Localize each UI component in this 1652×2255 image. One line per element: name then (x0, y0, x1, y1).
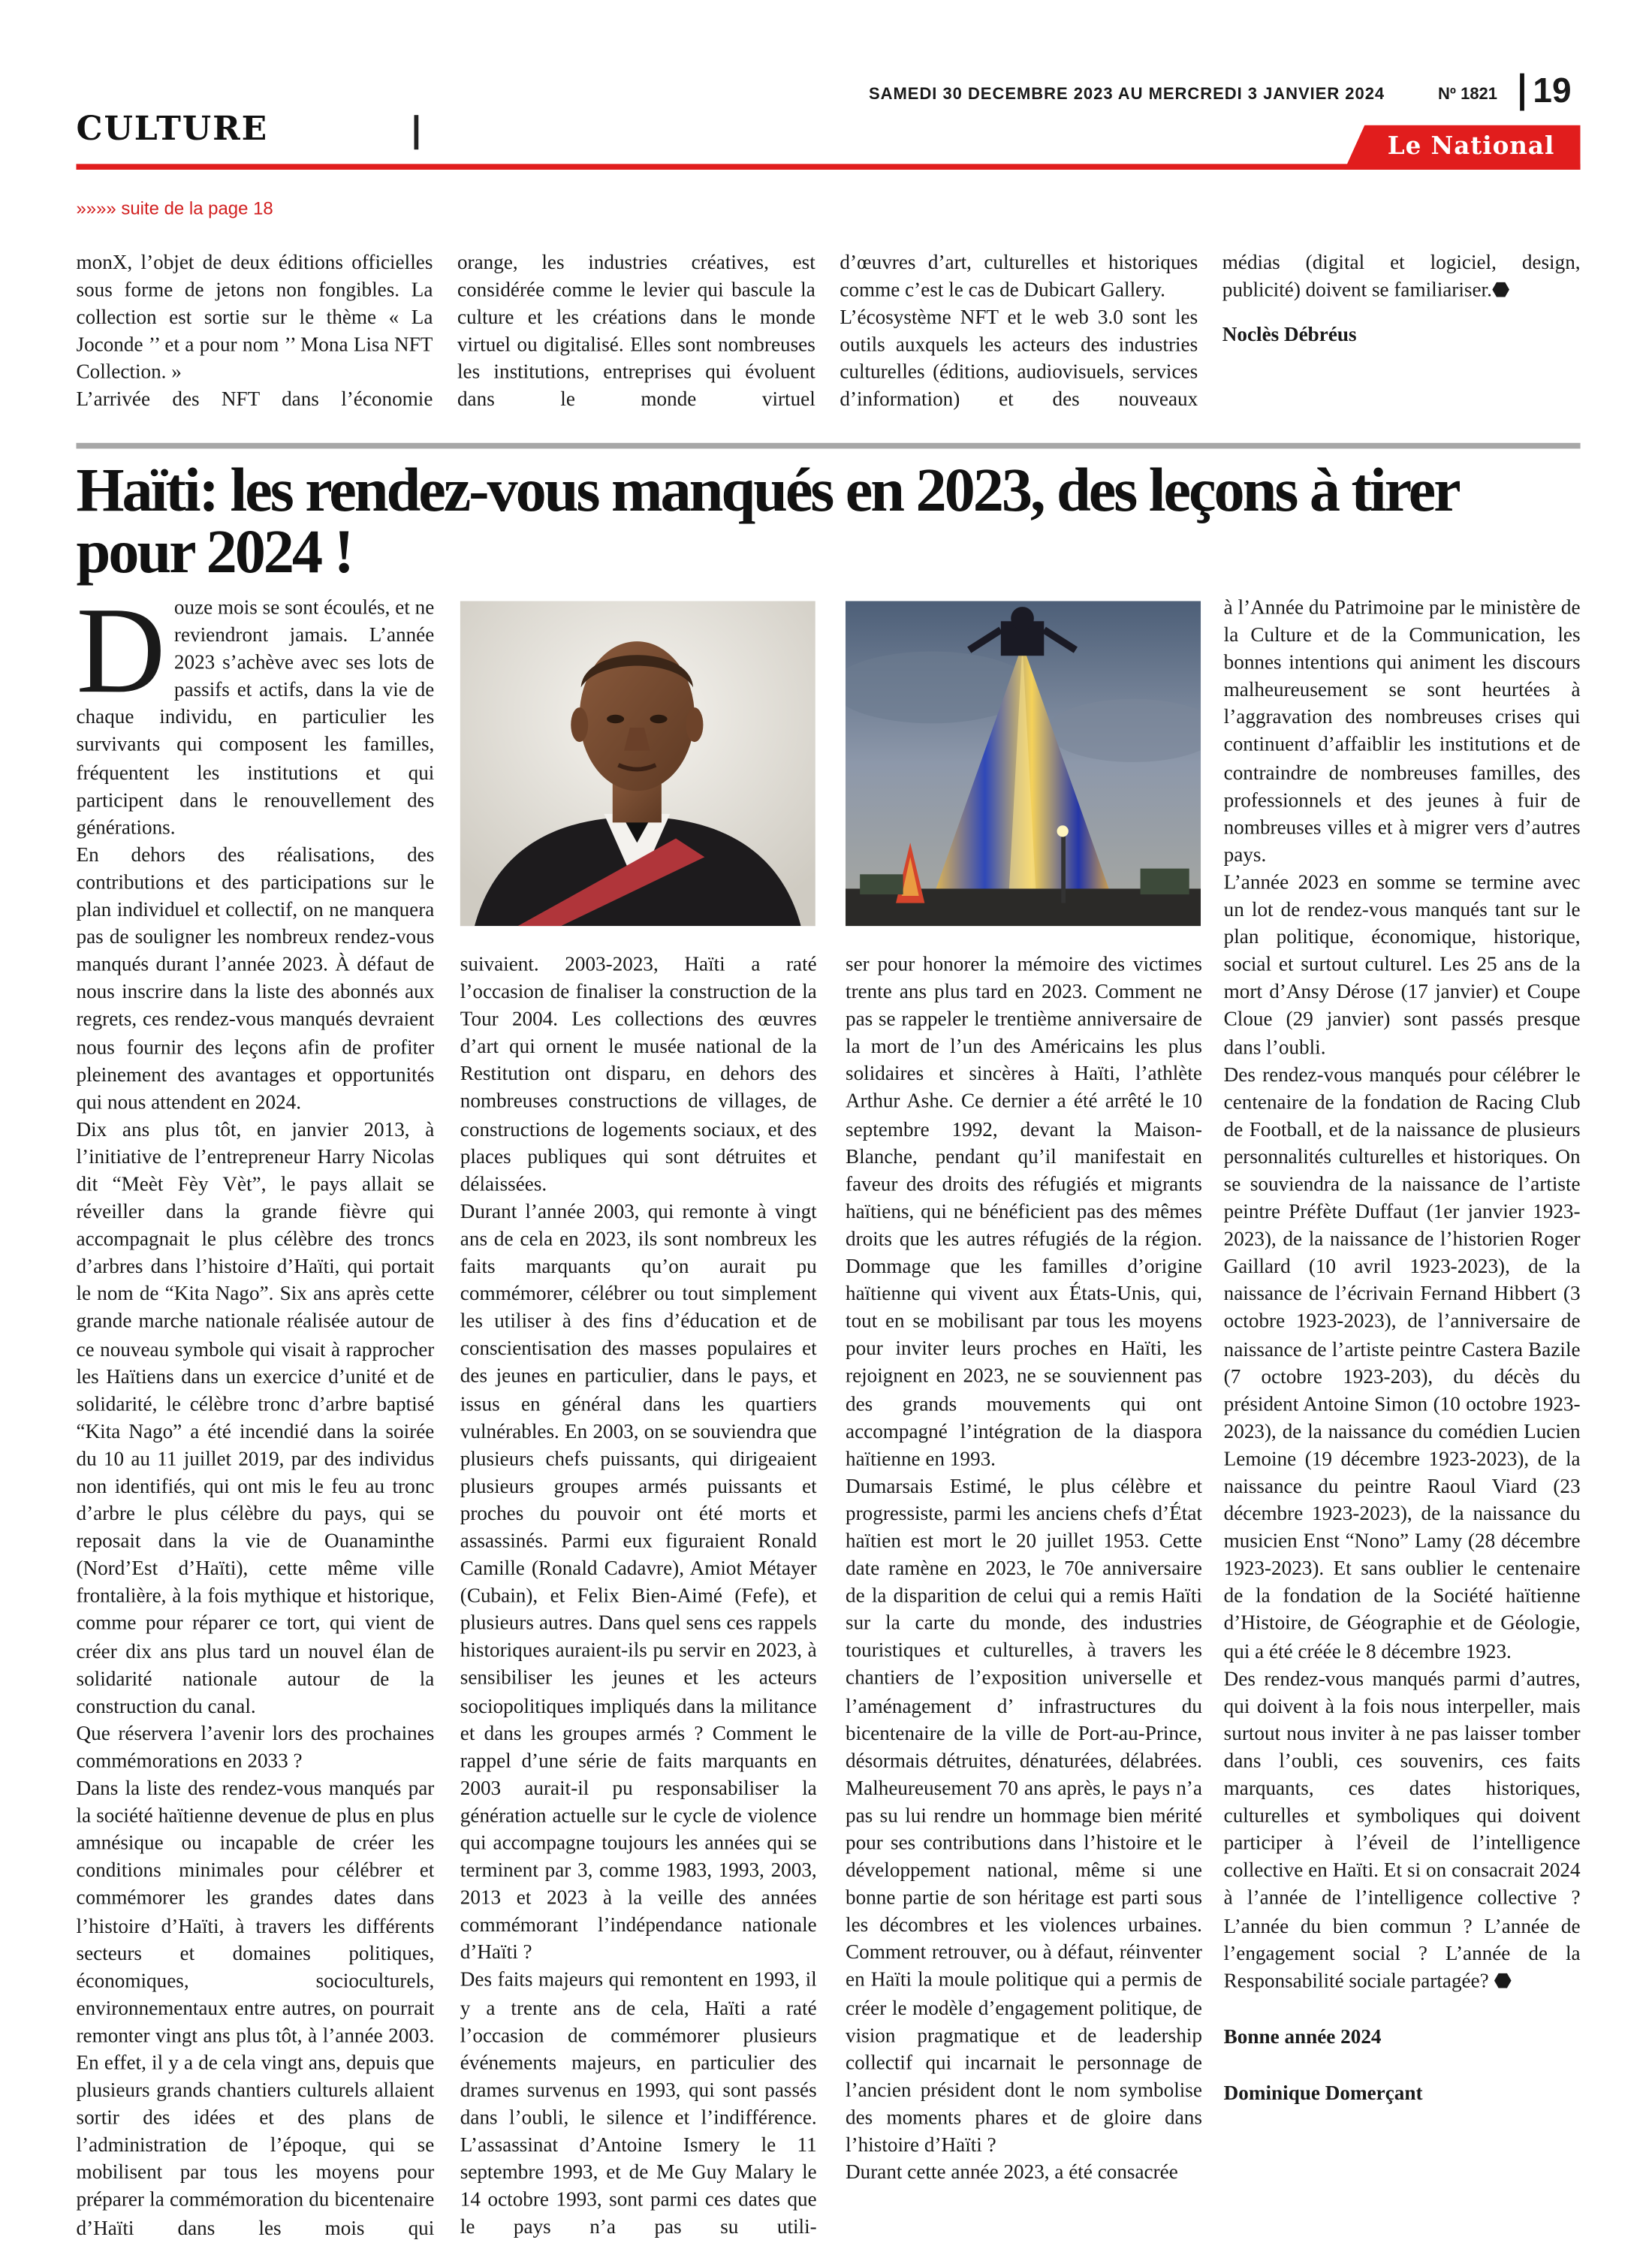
article-divider (76, 443, 1580, 449)
paragraph: suivaient. 2003-2023, Haïti a raté l’occasion de finaliser la construction de la Tour 2004. Les collections des œuvres d’art qui ornent le musée national de la Restitution ont disparu, en dehors des nombreuses constructions de villages, de constructions de logements sociaux, et des places publiques qui sont détruites et délaissées. (460, 953, 817, 1196)
paragraph: monX, l’objet de deux éditions officielles sous forme de jetons non fongibles. La collection est sortie sur le thème « La Joconde ’’ et a pour nom ’’ Mona Lisa NFT Collection. » (76, 252, 433, 385)
paragraph: En dehors des réalisations, des contributions et des participations sur le plan individuel et collectif, on ne manquera pas de souligner les nombreux rendez-vous manqués durant l’année 2023. À défaut de nous inscrire dans la liste des abonnés aux regrets, ces rendez-vous manqués devraient nous fournir des leçons afin de profiter pleinement des avantages et opportunités qui nous attendent en 2024. (76, 843, 435, 1114)
section-label: CULTURE (76, 109, 269, 149)
header-rule (76, 164, 1580, 170)
headline: Haïti: les rendez-vous manqués en 2023, des leçons à tirer pour 2024 ! (76, 457, 1458, 587)
brand-name: Le National (1387, 132, 1555, 161)
top-article-column (1222, 250, 1581, 350)
paragraph: Des rendez-vous manqués pour célébrer le centenaire de la fondation de Racing Club de Football, et de la naissance de plusieurs personnalités culturelles et historiques. On se souviendra de la naissance de l’artiste peintre Préfète Duffaut (1er janvier 1923-2023), de la naissance de l’historien Roger Gaillard (10 avril 1923-2023), de la naissance de l’écrivain Fernand Hibbert (3 octobre 1923-2023), de l’anniversaire de naissance de l’artiste peintre Castera Bazile (7 octobre 1923-203), du décès du président Antoine Simon (10 octobre 1923-2023), de la naissance du comédien Lucien Lemoine (19 décembre 1923-2023), de la naissance du peintre Raoul Viard (23 décembre 1923-2023), de la naissance du musicien Enst “Nono” Lamy (28 décembre 1923-2023). Et sans oublier le centenaire de la fondation de la Société haïtienne d’Histoire, de Géographie et de Géologie, qui a été créée le 8 décembre 1923. (1223, 1063, 1581, 1663)
paragraph: d’œuvres d’art, culturelles et historiques comme c’est le cas de Dubicart Gallery. (840, 252, 1198, 303)
author-byline: Dominique Domerçant (1223, 2082, 1423, 2106)
paragraph: L’année 2023 en somme se termine avec un lot de rendez-vous manqués tant sur le plan politique, économique, historique, social et surtout culturel. Les 25 ans de la mort d’Ansy Dérose (17 janvier) et Coupe Cloue (29 janvier) sont passés presque dans l’oubli. (1223, 871, 1581, 1060)
closing-line: Bonne année 2024 (1223, 2025, 1382, 2049)
paragraph: Dans la liste des rendez-vous manqués par la société haïtienne devenue de plus en plus amnésique ou incapable de créer les conditions minimales pour célébrer et commémorer les grandes dates dans l’histoire d’Haïti, à travers les différents secteurs et domaines politiques, économiques, socioculturels, environnementaux entre autres, on pourrait remonter vingt ans plus tôt, à l’année 2003. En effet, il y a de cela vingt ans, depuis que plusieurs grands chantiers culturels allaient sortir des idées et des plans de l’administration de l’époque, qui se mobilisent par tous les moyens pour préparer la commémoration du bicentenaire d’Haïti dans les mois qui (76, 1777, 435, 2240)
drop-cap: D (76, 580, 166, 719)
article-column (846, 952, 1202, 2187)
monument-illustration (846, 601, 1201, 926)
article-column (460, 952, 817, 2243)
paragraph: Durant cette année 2023, a été consacrée (846, 2161, 1178, 2185)
paragraph: orange, les industries créatives, est considérée comme le levier qui bascule la culture et les créations dans le monde virtuel ou digitalisé. Elles sont nombreuses les institutions, entreprises qui évoluent dans le monde virtuel (457, 252, 815, 412)
issue-number: Nº 1821 (1438, 86, 1498, 104)
issue-date: SAMEDI 30 DECEMBRE 2023 AU MERCREDI 3 JANVIER 2024 (868, 86, 1385, 104)
paragraph-text: ouze mois se sont écoulés, et ne reviendront jamais. L’année 2023 s’achève avec ses lots de passifs et actifs, dans la vie de chaque individu, en particulier les survivants qui composent les familles, fréquentent les institutions et qui participent dans le renouvellement des générations. (76, 596, 435, 840)
paragraph: Dix ans plus tôt, en janvier 2013, à l’initiative de l’entrepreneur Harry Nicolas dit “Meèt Fèy Vèt”, le pays allait se réveiller dans la grande fièvre qui accompagnait le plus célèbre des troncs d’arbres dans l’histoire d’Haïti, qui portait le nom de “Kita Nago”. Six ans après cette grande marche nationale réalisée autour de ce nouveau symbole qui visait à rapprocher les Haïtiens dans un exercice d’unité et de solidarité, le célèbre tronc d’arbre baptisé “Kita Nago” a été incendié dans la soirée du 10 au 11 juillet 2019, par des individus non identifiés, qui ont mis le feu au tronc d’arbre le plus célèbre du pays, qui se reposait dans la vie de Ouanaminthe (Nord’Est d’Haïti), cette même ville frontalière, à la fois mythique et historique, comme pour réparer ce tort, qui vient de créer dix ans plus tard un nouvel élan de solidarité nationale autour de la construction du canal. (76, 1118, 435, 1718)
paragraph: Des rendez-vous manqués parmi d’autres, qui doivent à la fois nous interpeller, mais surtout nous inviter à ne pas laisser tomber dans l’oubli, ces souvenirs, ces faits marquants, ces dates historiques, culturelles et symboliques qui doivent participer à l’éveil de l’intelligence collective en Haïti. Et si on consacrait 2024 à l’année de l’intelligence collective ? L’année du bien commun ? L’année de l’engagement social ? L’année de la Responsabilité sociale partagée? ⬣ (1223, 1667, 1581, 1993)
top-article-column (457, 250, 815, 415)
portrait-illustration (460, 601, 815, 926)
paragraph: Des faits majeurs qui remontent en 1993, il y a trente ans de cela, Haïti a raté l’occasion de commémorer plusieurs événements majeurs, en particulier des drames survenus en 1993, qui sont passés dans l’oubli, le silence et l’indifférence. L’assassinat d’Antoine Ismery le 11 septembre 1993, et de Me Guy Malary le 14 octobre 1993, sont parmi ces dates que le pays n’a pas su utili- (460, 1969, 817, 2240)
paragraph: L’arrivée des NFT dans l’économie (76, 388, 433, 412)
paragraph: Durant l’année 2003, qui remonte à vingt ans de cela en 2023, ils sont nombreux les faits marquants qu’on aurait pu commémorer, célébrer ou tout simplement les utiliser à des fins d’éducation et de conscientisation des masses populaires et des jeunes en particulier, dans le pays, et issus en général dans les quartiers vulnérables. En 2003, on se souviendra que plusieurs chefs puissants, qui dirigeaient plusieurs groupes armés puissants et proches du pouvoir ont été morts et assassinés. Parmi eux figuraient Ronald Camille (Ronald Cadavre), Amiot Métayer (Cubain), et Felix Bien-Aimé (Fefe), et plusieurs autres. Dans quel sens ces rappels historiques auraient-ils pu servir en 2023, à sensibiliser les jeunes et les acteurs sociopolitiques impliqués dans la militance et dans les groupes armés ? Comment le rappel d’une série de faits marquants en 2003 aurait-il pu responsabiliser la génération actuelle sur le cycle de violence qui accompagne toujours les années qui se terminent par 3, comme 1983, 1993, 2003, 2013 et 2023 à la veille des années commémorant l’indépendance nationale d’Haïti ? (460, 1200, 817, 1965)
top-article-column (76, 250, 433, 415)
portrait-photo (460, 601, 815, 926)
paragraph: Dumarsais Estimé, le plus célèbre et progressiste, parmi les anciens chefs d’État haïtien est mort le 20 juillet 1953. Cette date ramène en 2023, le 70e anniversaire de la disparition de celui qui a remis Haïti sur la carte du monde, des industries touristiques et culturelles, à travers les chantiers de l’exposition universelle et l’aménagement d’ infrastructures du bicentenaire de la ville de Port-au-Prince, désormais détruites, dénaturées, délabrées. Malheureusement 70 ans après, le pays n’a pas su lui rendre un hommage bien mérité pour ses contributions dans l’histoire et le développement national, même si une bonne partie de son héritage est parti sous les décombres et les violences urbaines. Comment retrouver, ou à défaut, réinventer en Haïti la moule politique qui a permis de créer le modèle d’engagement politique, de vision pragmatique et de leadership collectif qui incarnait le personnage de l’ancien président dont le nom symbolise des moments phares et de gloire dans l’histoire d’Haïti ? (846, 1475, 1202, 2157)
paragraph: L’écosystème NFT et le web 3.0 sont les outils auxquels les acteurs des industries culturelles (éditions, audiovisuels, services d’information) et des nouveaux (840, 306, 1198, 412)
article-column (1224, 595, 1581, 2109)
paragraph: Que réservera l’avenir lors des prochaines commémorations en 2033 ? (76, 1722, 435, 1774)
article-column (76, 580, 435, 2243)
paragraph: ser pour honorer la mémoire des victimes trente ans plus tard en 2023. Comment ne pas se rappeler le trentième anniversaire de la mort de l’un des Américains les plus solidaires et sincères à Haïti, l’athlète Arthur Ashe. Ce dernier a été arrêté le 10 septembre 1992, devant la Maison-Blanche, pendant qu’il manifestait en faveur des droits des réfugiés et migrants haïtiens, qui ne bénéficient pas des mêmes droits que les autres réfugiés de la région. Dommage que les familles d’origine haïtienne qui vivent aux États-Unis, qui, tout en se mobilisant par tous les moyens pour inviter leurs proches en Haïti, les rejoignent en 2023, ne se souviennent pas des grands mouvements qui ont accompagné l’intégration de la diaspora haïtienne en 1993. (846, 953, 1202, 1471)
paragraph: à l’Année du Patrimoine par le ministère de la Culture et de la Communication, les bonnes intentions qui animent les discours malheureusement se sont heurtées à l’aggravation des nombreuses crises qui continuent d’affaiblir les institutions et de contraindre de nombreuses familles, des professionnels et des jeunes à fuir de nombreuses villes et à migrer vers d’autres pays. (1223, 596, 1581, 867)
page-number-separator (1520, 74, 1524, 111)
top-article-column (840, 250, 1198, 415)
paragraph (76, 580, 435, 843)
monument-photo (846, 601, 1201, 926)
paragraph: médias (digital et logiciel, design, publicité) doivent se familiariser.⬣ (1222, 252, 1581, 303)
section-separator (415, 115, 419, 149)
author-byline: Noclès Débréus (1222, 324, 1357, 347)
continued-from-link[interactable]: »»»» suite de la page 18 (76, 198, 273, 219)
page-number: 19 (1533, 71, 1572, 111)
